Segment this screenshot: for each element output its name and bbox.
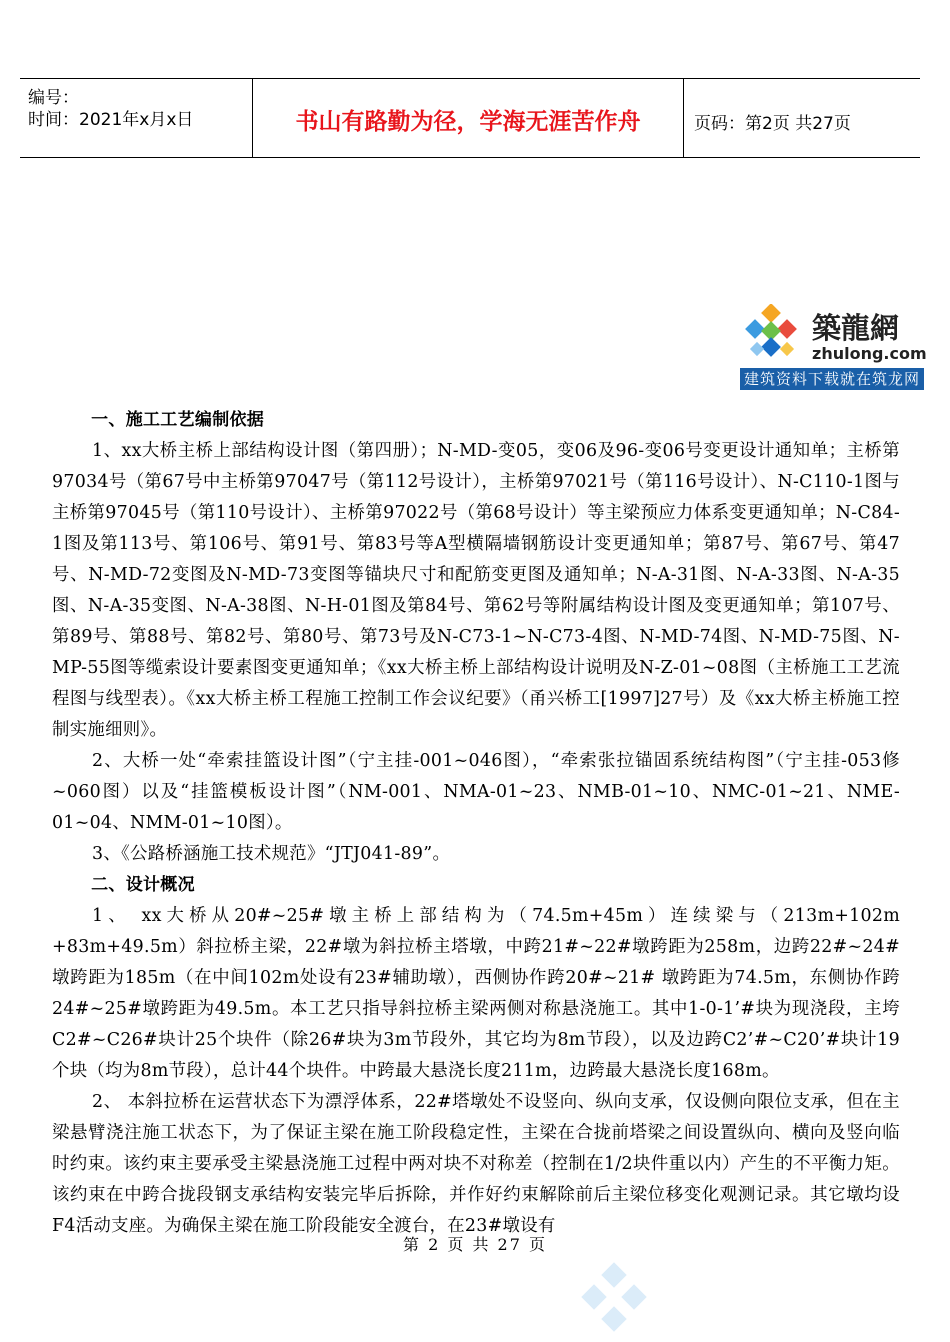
logo-brand-name: 築龍網 — [812, 311, 900, 345]
logo-banner: 建筑资料下载就在筑龙网 — [740, 368, 924, 390]
header-left-cell — [20, 79, 252, 157]
paragraph-1: 1、xx大桥主桥上部结构设计图（第四册）；N-MD-变05，变06及96-变06号变更设计通知单；主桥第97034号（第67号中主桥第97047号（第112号设计），主桥第97021号（第116号设计）、N-C110-1图与主桥第97045号（第110号设计）、主桥第97022号（第68号设计）等主梁预应力体系变更通知单；N-C84-1图及第113号、第106号、第91号、第83号等A型横隔墙钢筋设计变更通知单；第87号、第67号、第47号、N-MD-72变图及N-MD-73变图等锚块尺寸和配筋变更图及通知单；N-A-31图、N-A-33图、N-A-35图、N-A-35变图、N-A-38图、N-H-01图及第84号、第62号等附属结构设计图及变更通知单；第107号、第89号、第88号、第82号、第80号、第73号及N-C73-1~N-C73-4图、N-MD-74图、N-MD-75图、N-MP-55图等缆索设计要素图变更通知单；《xx大桥主桥上部结构设计说明及N-Z-01~08图（主桥施工工艺流程图与线型表）。《xx大桥主桥工程施工控制工作会议纪要》（甬兴桥工[1997]27号）及《xx大桥主桥施工控制实施细则》。 — [52, 441, 900, 740]
section-heading-1: 一、施工工艺编制依据 — [91, 410, 265, 430]
document-number-label: 编号： — [28, 88, 79, 108]
zhulong-logo-icon — [742, 304, 808, 366]
page-footer: 第 2 页 共 27 页 — [403, 1235, 547, 1254]
paragraph-5: 2、 本斜拉桥在运营状态下为漂浮体系，22#塔墩处不设竖向、纵向支承，仅设侧向限位支承，但在主梁悬臂浇注施工状态下，为了保证主梁在施工阶段稳定性，主梁在合拢前塔梁之间设置纵向、横向及竖向临时约束。该约束主要承受主梁悬浇施工过程中两对块不对称差（控制在1/2块件重以内）产生的不平衡力矩。该约束在中跨合拢段钢支承结构安装完毕后拆除，并作好约束解除前后主梁位移变化观测记录。其它墩均设F4活动支座。为确保主梁在施工阶段能安全渡台，在23#墩设有 — [52, 1092, 900, 1236]
page-header — [20, 78, 920, 158]
header-right-cell — [682, 79, 920, 157]
header-motto: 书山有路勤为径，学海无涯苦作舟 — [295, 109, 641, 135]
zhulong-logo — [740, 302, 927, 390]
page-number-label: 页码：第2页 共27页 — [694, 114, 851, 134]
paragraph-2: 2、大桥一处“牵索挂篮设计图”（宁主挂-001~046图），“牵索张拉锚固系统结构图”（宁主挂-053修~060图）以及“挂篮模板设计图”（NM-001、NMA-01~23、NMB-01~10、NMC-01~21、NME-01~04、NMM-01~10图）。 — [52, 751, 900, 833]
watermark-icon — [575, 1262, 655, 1342]
header-middle-cell — [252, 79, 684, 157]
section-heading-2: 二、设计概况 — [91, 875, 195, 895]
paragraph-3: 3、《公路桥涵施工技术规范》“JTJ041-89”。 — [92, 844, 451, 864]
paragraph-4: 1、 xx大桥从20#~25#墩主桥上部结构为（74.5m+45m）连续梁与（213m+102m +83m+49.5m）斜拉桥主梁，22#墩为斜拉桥主塔墩，中跨21#~22#墩跨距为258m，边跨22#~24#墩跨距为185m（在中间102m处设有23#辅助墩），西侧协作跨20#~21# 墩跨距为74.5m，东侧协作跨24#~25#墩跨距为49.5m。本工艺只指导斜拉桥主梁两侧对称悬浇施工。其中1-0-1’#块为现浇段，主垮C2#~C26#块计25个块件（除26#块为3m节段外，其它均为8m节段），以及边跨C2’#~C20’#块计19个块（均为8m节段），总计44个块件。中跨最大悬浇长度211m，边跨最大悬浇长度168m。 — [52, 906, 900, 1081]
logo-url: zhulong.com — [812, 344, 927, 363]
document-body — [52, 405, 900, 1242]
document-time-label: 时间：2021年x月x日 — [28, 110, 194, 130]
